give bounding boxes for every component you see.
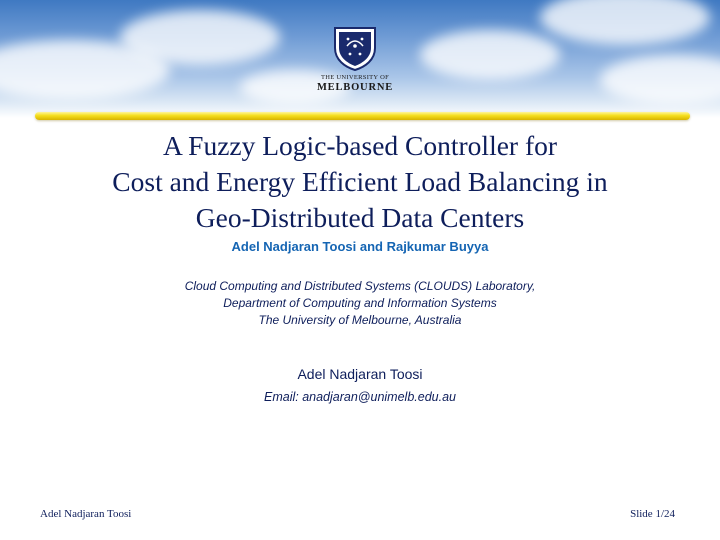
university-logo xyxy=(310,24,400,106)
cloud-decoration xyxy=(600,55,720,105)
presenter-name: Adel Nadjaran Toosi xyxy=(297,366,423,382)
affiliation xyxy=(0,278,720,329)
cloud-decoration xyxy=(420,30,560,80)
slide-number: Slide 1/24 xyxy=(630,508,675,520)
title-line-2: Cost and Energy Efficient Load Balancing in xyxy=(112,166,608,197)
affiliation-line-1: Cloud Computing and Distributed Systems (CLOUDS) Laboratory, xyxy=(184,279,536,293)
authors: Adel Nadjaran Toosi and Rajkumar Buyya xyxy=(231,239,489,254)
affiliation-line-2: Department of Computing and Information Systems xyxy=(223,296,497,310)
cloud-decoration xyxy=(540,0,710,45)
logo-line-1: THE UNIVERSITY OF xyxy=(320,74,390,81)
cloud-decoration xyxy=(120,10,280,65)
footer-author: Adel Nadjaran Toosi xyxy=(40,508,132,520)
title-line-3: Geo-Distributed Data Centers xyxy=(195,202,525,233)
presenter-email: Email: anadjaran@unimelb.edu.au xyxy=(264,390,456,404)
logo-line-2: MELBOURNE xyxy=(316,82,394,93)
affiliation-line-3: The University of Melbourne, Australia xyxy=(258,313,462,327)
slide-title xyxy=(40,128,680,236)
gold-divider xyxy=(35,112,690,120)
crest-icon xyxy=(331,24,379,72)
title-line-1: A Fuzzy Logic-based Controller for xyxy=(162,130,558,161)
